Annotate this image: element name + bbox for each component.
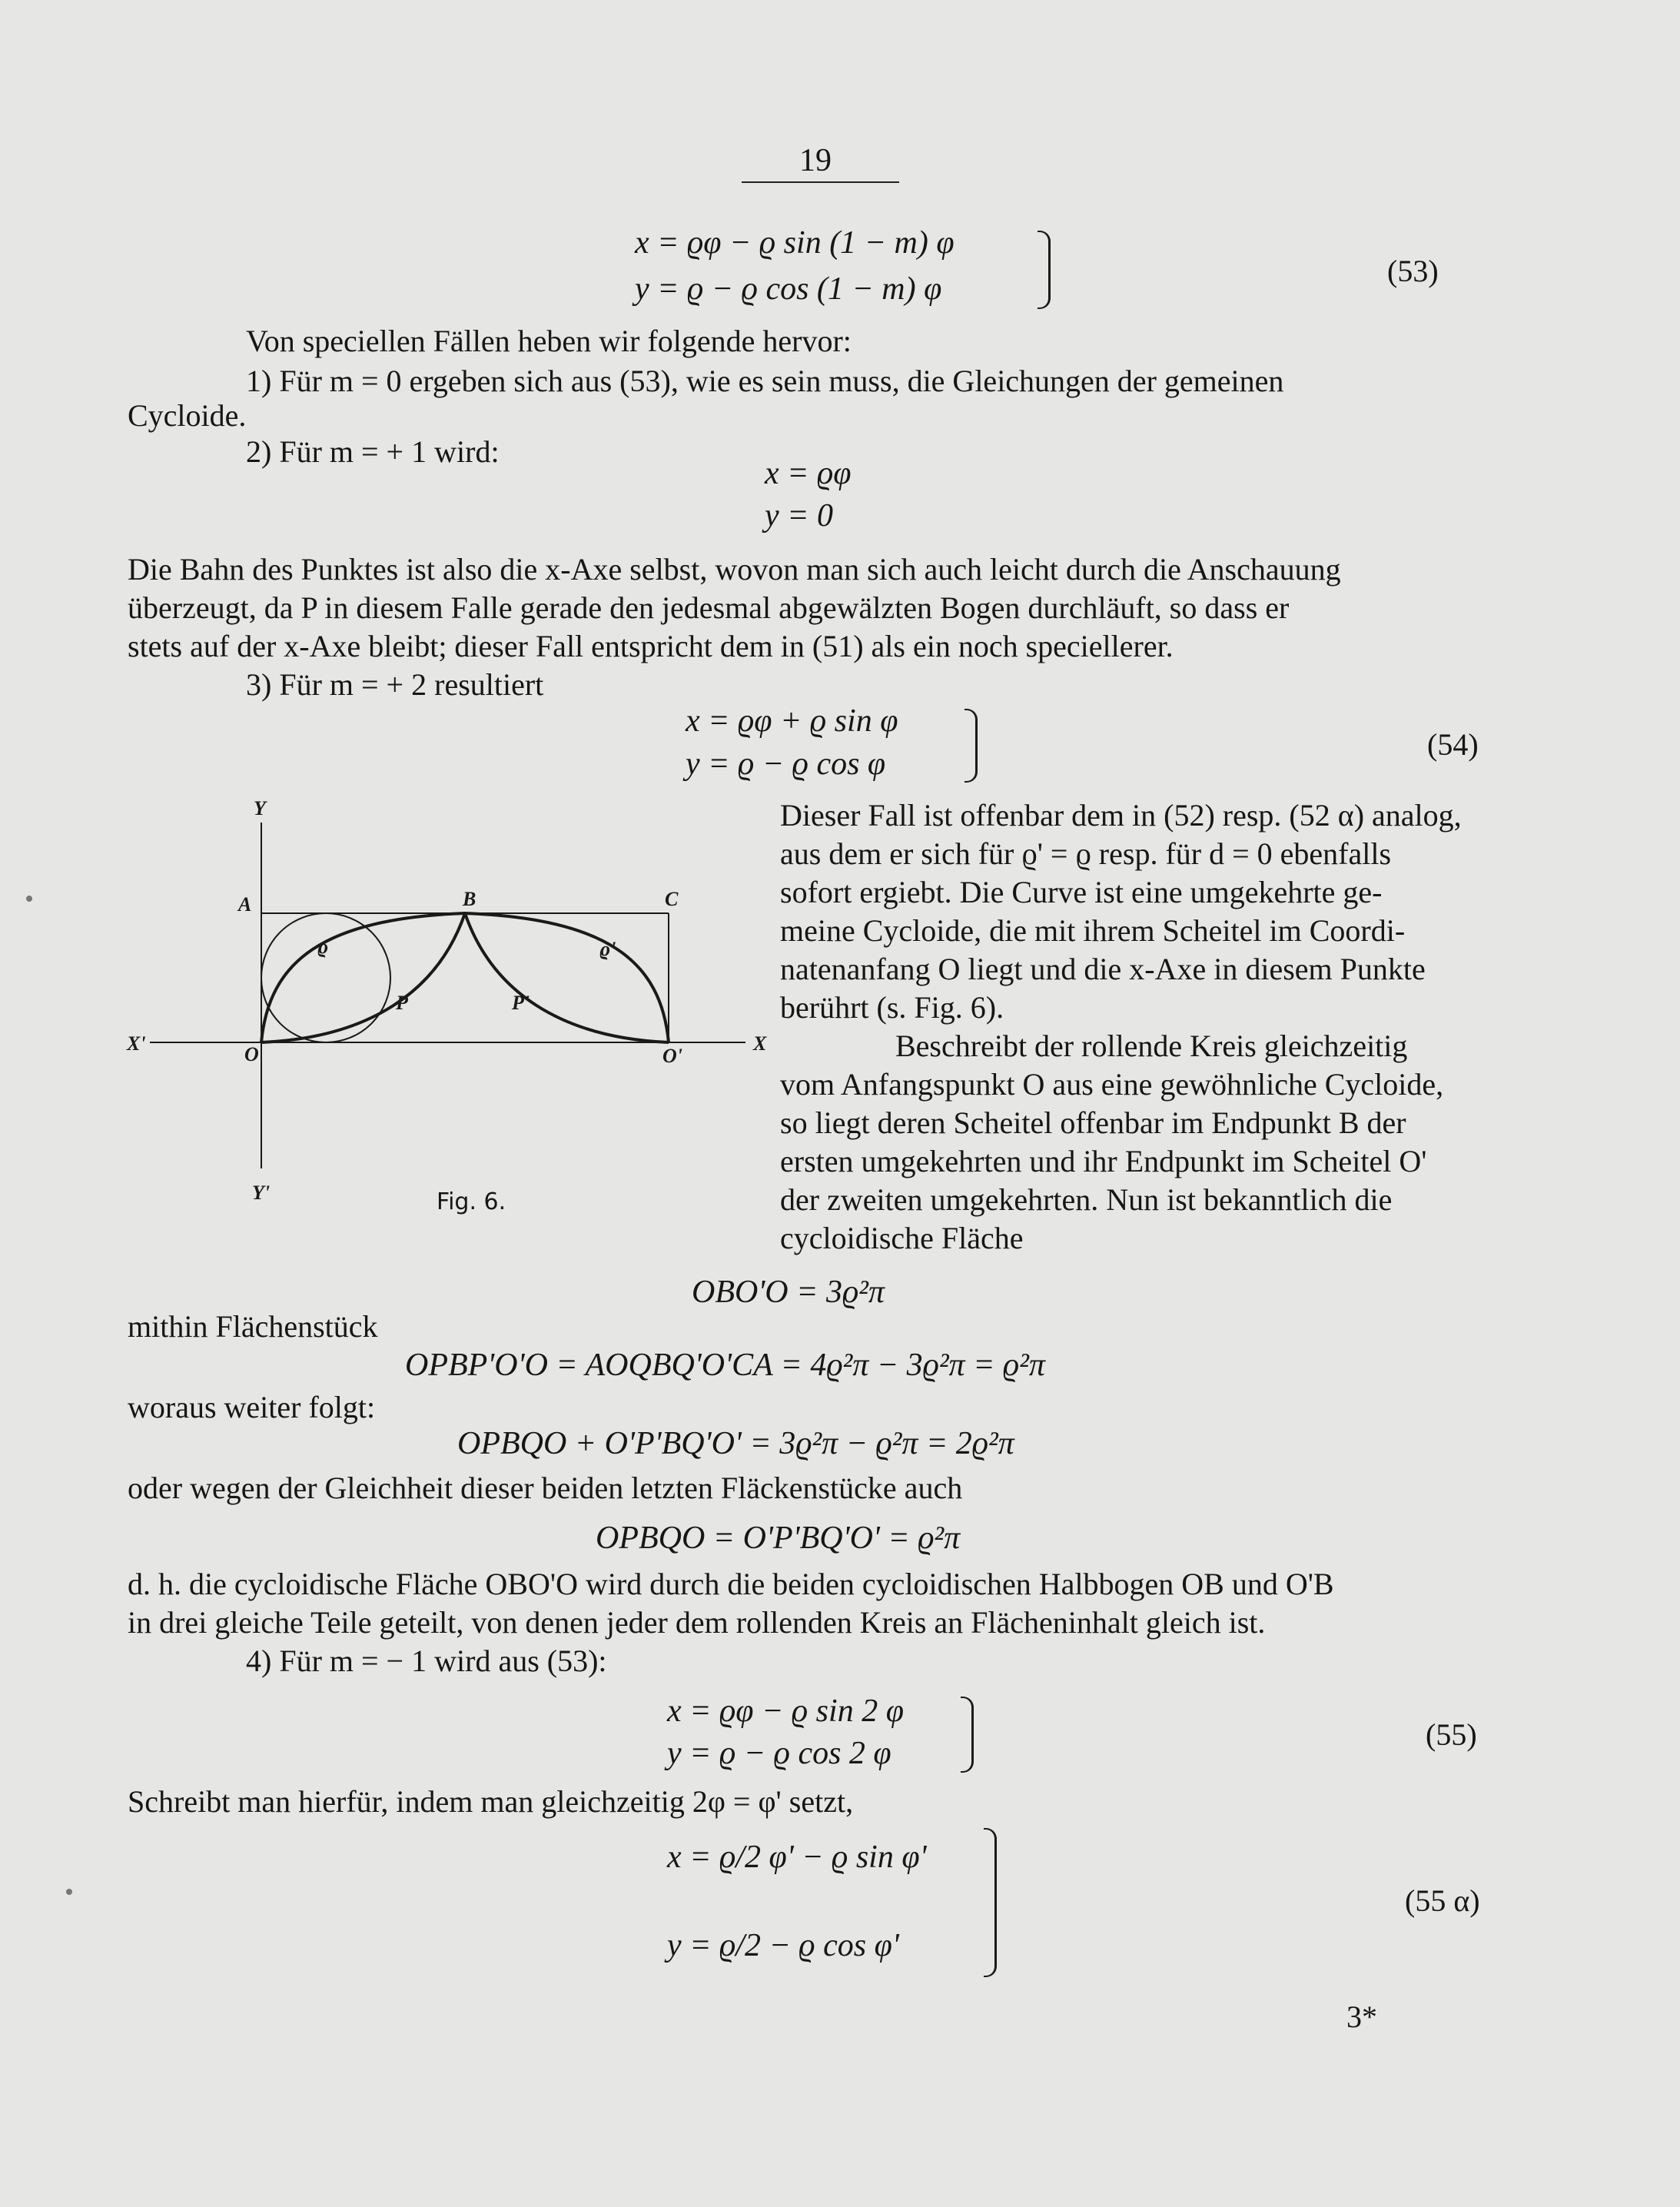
inverted-cycloid-1 <box>261 913 465 1042</box>
side-line: vom Anfangspunkt O aus eine gewöhnliche Cycloide, <box>780 1067 1444 1102</box>
eq55a-number: (55 α) <box>1405 1883 1480 1918</box>
eq-area-3: OPBQO + O'P'BQ'O' = 3ϱ²π − ϱ²π = 2ϱ²π <box>457 1426 1014 1461</box>
label-C: C <box>665 888 679 910</box>
label-X: X <box>753 1032 767 1055</box>
label-B: B <box>463 888 476 910</box>
case1-line1: 1) Für m = 0 ergeben sich aus (53), wie es sein muss, die Gleichungen der gemeinen <box>246 364 1284 398</box>
label-O: O <box>244 1043 259 1065</box>
eq-area-4: OPBQO = O'P'BQ'O' = ϱ²π <box>596 1521 961 1556</box>
eq53-brace <box>1038 231 1051 309</box>
case2-eq2: y = 0 <box>765 498 833 533</box>
side-line: Beschreibt der rollende Kreis gleichzeitig <box>895 1029 1408 1063</box>
case2-eq1: x = ϱφ <box>765 456 852 491</box>
text-mithin: mithin Flächenstück <box>128 1309 378 1344</box>
eq53-line1: x = ϱφ − ϱ sin (1 − m) φ <box>635 225 955 261</box>
eq53-number: (53) <box>1387 254 1439 288</box>
side-line: ersten umgekehrten und ihr Endpunkt im Scheitel O' <box>780 1144 1427 1178</box>
label-A: A <box>238 893 252 916</box>
ordinary-cycloid <box>261 913 669 1042</box>
eq55-number: (55) <box>1426 1717 1477 1752</box>
text-oder: oder wegen der Gleichheit dieser beiden letzten Fläckenstücke auch <box>128 1471 963 1505</box>
side-line: cycloidische Fläche <box>780 1221 1024 1255</box>
dh-line1: d. h. die cycloidische Fläche OBO'O wird durch die beiden cycloidischen Halbbogen OB und O'B <box>128 1567 1334 1601</box>
scan-speck <box>66 1889 72 1895</box>
case4-eq2: y = ϱ − ϱ cos 2 φ <box>667 1736 891 1771</box>
eq55a-brace <box>984 1828 997 1977</box>
label-P: P <box>396 992 408 1014</box>
case3-label: 3) Für m = + 2 resultiert <box>246 667 544 702</box>
eq54-brace <box>965 709 978 783</box>
rolling-circle <box>261 913 390 1042</box>
bahn-line3: stets auf der x-Axe bleibt; dieser Fall entspricht dem in (51) als ein noch speciellerer. <box>128 629 1174 663</box>
inverted-cycloid-2 <box>465 913 669 1042</box>
case4-eq1: x = ϱφ − ϱ sin 2 φ <box>667 1693 904 1729</box>
case3-eq2: y = ϱ − ϱ cos φ <box>686 746 886 782</box>
label-rhop: ϱ' <box>599 938 616 960</box>
case4-label: 4) Für m = − 1 wird aus (53): <box>246 1644 607 1678</box>
case1-line2: Cycloide. <box>128 398 247 433</box>
label-Pp: P' <box>512 992 530 1014</box>
text-schreibt: Schreibt man hierfür, indem man gleichzeitig 2φ = φ' setzt, <box>128 1784 854 1819</box>
label-Op: O' <box>662 1045 682 1067</box>
eq55-brace <box>961 1697 974 1773</box>
header-rule <box>742 181 899 183</box>
bahn-line2: überzeugt, da P in diesem Falle gerade den jedesmal abgewälzten Bogen durchläuft, so dass er <box>128 590 1290 625</box>
bahn-line1: Die Bahn des Punktes ist also die x-Axe selbst, wovon man sich auch leicht durch die Anschauung <box>128 552 1341 587</box>
side-line: meine Cycloide, die mit ihrem Scheitel im Coordi- <box>780 913 1406 948</box>
side-line: aus dem er sich für ϱ' = ϱ resp. für d = 0 ebenfalls <box>780 836 1392 871</box>
case2-label: 2) Für m = + 1 wird: <box>246 434 500 469</box>
label-Xp: X' <box>127 1032 146 1055</box>
special-cases-intro: Von speciellen Fällen heben wir folgende hervor: <box>246 324 852 358</box>
dh-line2: in drei gleiche Teile geteilt, von denen jeder dem rollenden Kreis an Flächeninhalt gleich ist. <box>128 1605 1266 1640</box>
side-line: der zweiten umgekehrten. Nun ist bekanntlich die <box>780 1182 1393 1217</box>
scan-speck <box>26 896 32 902</box>
eq54-number: (54) <box>1427 727 1479 762</box>
eq-area-2: OPBP'O'O = AOQBQ'O'CA = 4ϱ²π − 3ϱ²π = ϱ²π <box>405 1348 1045 1383</box>
text-woraus: woraus weiter folgt: <box>128 1390 376 1424</box>
side-line: berührt (s. Fig. 6). <box>780 990 1004 1025</box>
eq55a-line2: y = ϱ/2 − ϱ cos φ' <box>667 1928 899 1963</box>
eq55a-line1: x = ϱ/2 φ' − ϱ sin φ' <box>667 1840 927 1875</box>
unused <box>261 913 476 1042</box>
eq53-line2: y = ϱ − ϱ cos (1 − m) φ <box>635 271 942 307</box>
side-line: sofort ergiebt. Die Curve ist eine umgekehrte ge- <box>780 875 1383 909</box>
label-Yp: Y' <box>252 1182 271 1204</box>
page-number: 19 <box>799 143 832 178</box>
eq-area-1: OBO'O = 3ϱ²π <box>692 1275 885 1310</box>
label-rho: ϱ <box>317 936 329 958</box>
figure-caption: Fig. 6. <box>437 1188 506 1215</box>
signature-mark: 3* <box>1346 1999 1377 2034</box>
side-line: so liegt deren Scheitel offenbar im Endpunkt B der <box>780 1105 1406 1140</box>
side-line: natenanfang O liegt und die x-Axe in diesem Punkte <box>780 952 1426 986</box>
case3-eq1: x = ϱφ + ϱ sin φ <box>686 703 898 739</box>
label-Y: Y <box>254 797 266 819</box>
side-line: Dieser Fall ist offenbar dem in (52) resp. (52 α) analog, <box>780 798 1462 833</box>
figure-6 <box>115 792 776 1222</box>
